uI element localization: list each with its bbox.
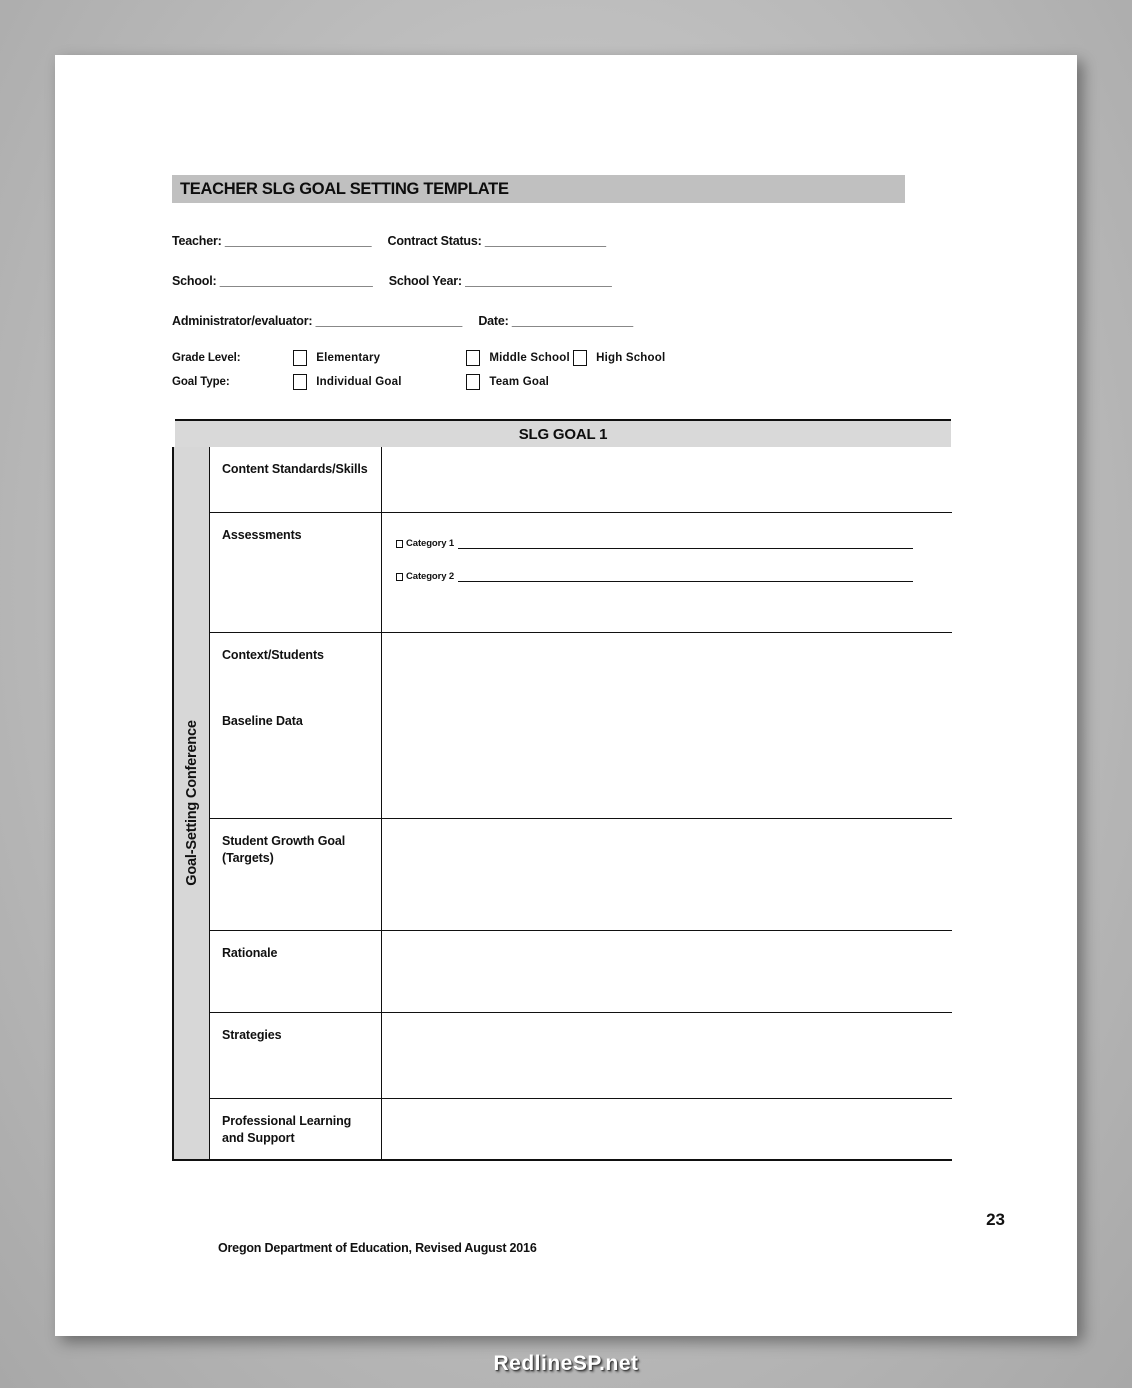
row-input-assessments[interactable] [382,513,952,633]
table-row [210,633,952,699]
slg-goal-header-label: SLG GOAL 1 [518,425,608,443]
goal-setting-conference-column [172,447,210,1161]
checkbox-item-team-goal[interactable] [466,374,549,390]
checkbox-label-elementary: Elementary [316,352,381,364]
checkbox-item-individual-goal[interactable] [293,374,463,390]
document-page [55,55,1077,1336]
checkbox-icon-individual-goal[interactable] [293,374,307,390]
table-row [210,699,952,819]
page-number: 23 [986,1210,1005,1229]
field-row-administrator [172,314,633,328]
field-row-school [172,274,611,288]
checkbox-item-elementary[interactable] [293,350,463,366]
row-label-strategies: Strategies [210,1013,382,1099]
row-input-student-growth-goal[interactable] [382,819,952,931]
assessment-category-2-label: Category 2 [406,571,455,582]
table-row [210,513,952,633]
slg-goal-table-body [172,447,952,1161]
row-input-rationale[interactable] [382,931,952,1013]
slg-goal-header [175,419,951,447]
goal-setting-conference-label: Goal-Setting Conference [183,720,200,886]
grade-level-row [172,350,665,370]
watermark: RedlineSP.net [493,1352,639,1375]
assessment-category-1-rule[interactable] [458,539,913,549]
source-attribution: Oregon Department of Education, Revised August 2016 [218,1241,537,1255]
checkbox-icon-middle-school[interactable] [466,350,480,366]
grade-level-label: Grade Level: [172,352,241,364]
student-growth-goal-line1: Student Growth Goal [222,834,346,848]
row-label-professional-learning [210,1099,382,1161]
assessment-category-2-rule[interactable] [458,572,913,582]
date-label: Date: [478,314,509,328]
checkbox-icon-team-goal[interactable] [466,374,480,390]
contract-status-input-rule[interactable]: ___________________ [484,234,606,248]
goal-type-label: Goal Type: [172,376,230,388]
row-label-content-standards: Content Standards/Skills [210,447,382,513]
date-input-rule[interactable]: ___________________ [511,314,633,328]
table-row [210,1013,952,1099]
teacher-label: Teacher: [172,234,222,248]
row-label-baseline-data: Baseline Data [210,699,382,819]
slg-goal-table [172,419,952,1161]
assessment-category-1[interactable] [396,538,913,549]
row-input-content-standards[interactable] [382,447,952,513]
table-row [210,447,952,513]
row-label-assessments: Assessments [210,513,382,633]
slg-goal-rows [210,447,952,1161]
checkbox-icon-elementary[interactable] [293,350,307,366]
row-label-context-students: Context/Students [210,633,382,699]
row-label-student-growth-goal [210,819,382,931]
school-label: School: [172,274,217,288]
assessment-category-1-label: Category 1 [406,538,455,549]
field-row-teacher [172,234,606,248]
school-year-input-rule[interactable]: _______________________ [465,274,612,288]
row-input-professional-learning[interactable] [382,1099,952,1161]
row-input-context-students[interactable] [382,633,952,699]
student-growth-goal-line2: (Targets) [222,850,274,865]
checkbox-label-high-school: High School [596,352,666,364]
checkbox-label-individual-goal: Individual Goal [316,376,402,388]
teacher-input-rule[interactable]: _______________________ [224,234,371,248]
assessment-category-2[interactable] [396,571,913,582]
checkbox-label-team-goal: Team Goal [489,376,550,388]
page-title: TEACHER SLG GOAL SETTING TEMPLATE [180,179,509,198]
row-input-strategies[interactable] [382,1013,952,1099]
checkbox-icon-high-school[interactable] [573,350,587,366]
table-row [210,819,952,931]
checkbox-item-high-school[interactable] [573,350,665,366]
document-title-bar [172,175,905,203]
checkbox-item-middle-school[interactable] [466,350,570,366]
goal-type-row [172,374,549,394]
professional-learning-line1: Professional Learning [222,1114,352,1128]
contract-status-label: Contract Status: [387,234,482,248]
checkbox-icon-category-2[interactable] [396,573,403,581]
row-input-baseline-data[interactable] [382,699,952,819]
checkbox-label-middle-school: Middle School [489,352,570,364]
professional-learning-line2: and Support [222,1130,295,1145]
school-year-label: School Year: [388,274,462,288]
table-row [210,931,952,1013]
administrator-label: Administrator/evaluator: [172,314,313,328]
checkbox-icon-category-1[interactable] [396,540,403,548]
table-row [210,1099,952,1161]
administrator-input-rule[interactable]: _______________________ [315,314,462,328]
school-input-rule[interactable]: ________________________ [219,274,373,288]
row-label-rationale: Rationale [210,931,382,1013]
